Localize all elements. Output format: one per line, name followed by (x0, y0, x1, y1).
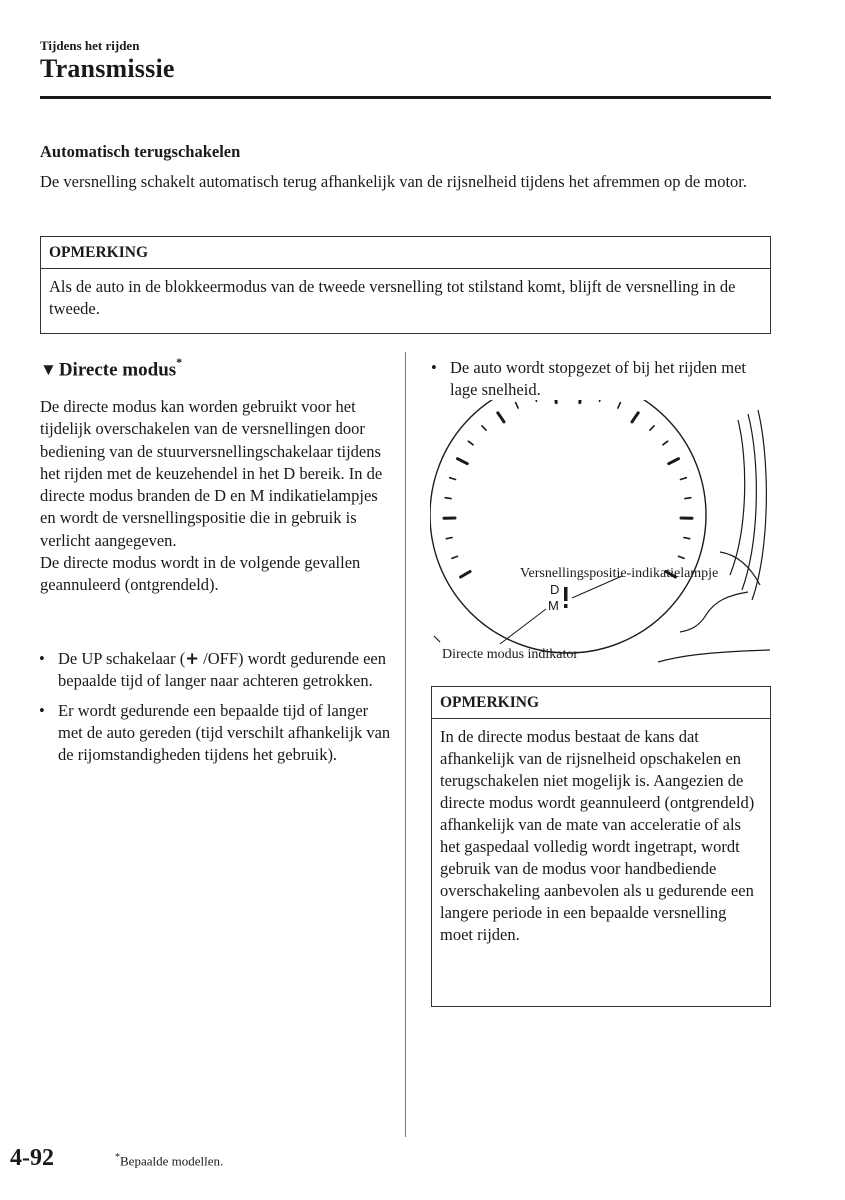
gauge-tick (458, 459, 468, 464)
bullet-text-1a: De UP schakelaar ( (58, 649, 186, 668)
direct-mode-para-2: De directe modus wordt in de volgende gevallen geannuleerd (ontgrendeld). (40, 553, 361, 595)
cluster-curve (720, 552, 760, 585)
label-gear-indicator: Versnellingspositie-indikatielampje (520, 566, 719, 581)
gauge-tick (663, 441, 668, 445)
bullet-text-2: Er wordt gedurende een bepaalde tijd of langer met de auto gereden (tijd verschilt afhankelijk van de rijomstandigheden tijdens het gebruik). (58, 701, 391, 764)
note-heading: OPMERKING (432, 687, 770, 719)
gear-position-indicator-icon (564, 587, 568, 601)
cluster-outline-outer (752, 410, 766, 600)
breadcrumb: Tijdens het rijden (40, 38, 140, 53)
footnote-text: Bepaalde modellen. (120, 1153, 224, 1169)
direct-mode-heading (40, 357, 182, 381)
list-item (36, 648, 396, 692)
note-box-right (431, 686, 771, 1007)
gauge-tick (445, 498, 451, 499)
gauge-tick (468, 441, 473, 445)
gauge-tick (679, 556, 685, 558)
section-triangle-icon: ▼ (40, 360, 57, 380)
gauge-dial (430, 400, 706, 653)
gauge-tick (452, 556, 458, 558)
cancel-conditions-list (36, 648, 396, 774)
label-direct-indicator: Directe modus indikator (442, 647, 579, 662)
list-item (428, 357, 768, 401)
cluster-mark (434, 636, 440, 642)
cluster-outline-inner (730, 420, 745, 575)
page-number: 4-92 (10, 1145, 54, 1171)
model-asterisk: * (176, 355, 183, 369)
note-box-top (40, 236, 771, 334)
plus-icon: + (185, 649, 200, 668)
bullet-icon: • (39, 701, 45, 720)
gauge-tick (446, 538, 452, 539)
bullet-icon: • (39, 649, 45, 668)
note-text: Als de auto in de blokkeermodus van de tweede versnelling tot stilstand komt, blijft de versnelling in de tweede. (49, 277, 736, 318)
auto-downshift-text: De versnelling schakelt automatisch terug afhankelijk van de rijsnelheid tijdens het afremmen op de motor. (40, 172, 747, 191)
bullet-text-1b: /OFF) wordt gedurende een bepaalde tijd of langer naar achteren getrokken. (58, 649, 387, 690)
gauge-tick (684, 538, 690, 539)
gauge-tick (632, 413, 638, 422)
title-rule (40, 96, 771, 99)
gauge-tick (555, 400, 556, 403)
indicator-m: M (548, 598, 559, 613)
gauge-tick (650, 426, 654, 430)
indicator-d: D (550, 582, 560, 597)
gauge-tick (461, 572, 471, 578)
auto-downshift-heading: Automatisch terugschakelen (40, 142, 241, 161)
note-heading: OPMERKING (41, 237, 770, 269)
gauge-tick (681, 478, 687, 480)
cluster-curve-bottom (658, 650, 770, 662)
gauge-tick (669, 459, 679, 464)
note-text: In de directe modus bestaat de kans dat afhankelijk van de rijsnelheid opschakelen en terugschakelen niet mogelijk is. Aangezien de directe modus wordt geannuleerd (ontgrendeld) afhankelijk van de mate van acceleratie of als het gaspedaal volledig wordt ingetrapt, wordt gebruik van de modus voor handbediende overschakeling aanbevolen als u gedurende een langere periode in een bepaalde versnelling moet rijden. (440, 727, 755, 944)
gauge-tick (498, 413, 504, 422)
direct-mode-description (40, 396, 390, 597)
gauge-tick (618, 403, 621, 409)
gauge-tick (580, 400, 581, 403)
gear-position-indicator-dot (564, 604, 568, 608)
leader-line-direct (500, 609, 546, 644)
gauge-tick (516, 403, 519, 409)
gauge-tick (685, 498, 691, 499)
gauge-ticks (444, 400, 692, 577)
footnote (115, 1152, 223, 1169)
bullet-text-3: De auto wordt stopgezet of bij het rijden met lage snelheid. (450, 358, 747, 399)
gauge-tick (600, 400, 602, 401)
column-divider (405, 352, 406, 1137)
footnote-asterisk: * (115, 1152, 120, 1163)
direct-mode-title: Directe modus (58, 359, 177, 381)
page-title: Transmissie (40, 54, 175, 83)
gauge-tick (535, 400, 537, 401)
instrument-cluster-figure (430, 400, 770, 670)
direct-mode-para-1: De directe modus kan worden gebruikt voor het tijdelijk overschakelen van de versnellingen door bediening van de stuurversnellingschakelaar tijdens het rijden met de keuzehendel in het D bereik. In de directe modus branden de D en M indikatielampjes en wordt de versnellingspositie die in gebruik is verlicht aangegeven. (40, 397, 383, 550)
gauge-tick (482, 426, 486, 430)
gauge-tick (450, 478, 456, 480)
cluster-curve-lower (680, 592, 748, 632)
bullet-icon: • (431, 358, 437, 377)
list-item (36, 700, 396, 766)
